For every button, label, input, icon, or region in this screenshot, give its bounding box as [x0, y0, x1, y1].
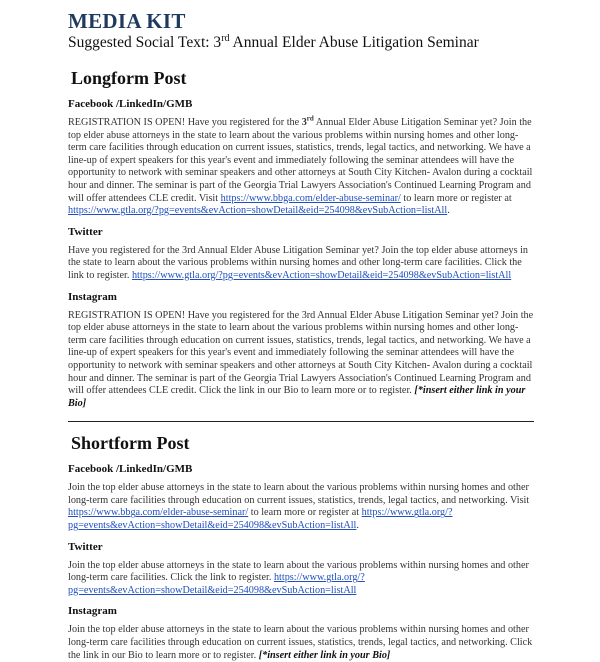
- longform-section-title: Longform Post: [71, 68, 187, 88]
- longform-instagram-text-part: REGISTRATION IS OPEN! Have you registered for the 3rd Annual Elder Abuse Litigation Seminar yet? Join the top elder abuse attorneys in the state to learn about the various problems within nursing homes and other long-term care facilities through education on current issues, statistics, trends, legal tactics, and networking. We have a line-up of expert speakers for this year's event and immediately following the seminar attendees will have the opportunity to network with seminar speakers and other attorneys at South City Kitchen- Avalon during a cocktail hour and dinner. The seminar is part of the Georgia Trial Lawyers Association's Continued Learning Program and will offer attendees CLE credit. Click the link in our Bio to learn more or to register.: [68, 309, 534, 397]
- longform-facebook-text-part: to learn more or register at: [400, 192, 512, 204]
- shortform-instagram-text-part: Join the top elder abuse attorneys in the state to learn about the various problems within nursing homes and other long-term care facilities through education on current issues, statistics, trends, legal tactics, and networking. Click the link in our Bio to learn more or to register.: [68, 624, 533, 661]
- longform-facebook-text-part: Annual Elder Abuse Litigation Seminar yet? Join the top elder abuse attorneys in the state to learn about the various problems within nursing homes and other long-term care facilities through education on current issues, statistics, trends, legal tactics, and networking. We have a line-up of expert speakers for this year's event and immediately following the seminar attendees will have the opportunity to network with seminar speakers and other attorneys at South City Kitchen- Avalon during a cocktail hour and dinner. The seminar is part of the Georgia Trial Lawyers Association's Continued Learning Program and will offer attendees CLE credit. Visit: [68, 117, 533, 204]
- shortform-instagram-text: [68, 624, 534, 662]
- subtitle-suffix: Annual Elder Abuse Litigation Seminar: [229, 34, 479, 51]
- gtla-registration-link[interactable]: https://www.gtla.org/?pg=events&evAction=showDetail&eid=254098&evSubAction=listAll: [68, 205, 448, 217]
- gtla-registration-link[interactable]: https://www.gtla.org/?pg=events&evAction=showDetail&eid=254098&evSubAction=listAll: [131, 269, 512, 281]
- shortform-facebook-text: [68, 482, 534, 532]
- shortform-facebook-text-part: .: [356, 520, 359, 532]
- bbga-seminar-link[interactable]: https://www.bbga.com/elder-abuse-seminar/: [220, 192, 401, 204]
- shortform-facebook-heading: Facebook /LinkedIn/GMB: [68, 463, 193, 476]
- shortform-section-title: Shortform Post: [71, 433, 190, 454]
- longform-twitter-heading: Twitter: [68, 225, 103, 238]
- longform-facebook-heading: Facebook /LinkedIn/GMB: [68, 98, 193, 110]
- shortform-facebook-text-part: Join the top elder abuse attorneys in the state to learn about the various problems within nursing homes and other long-term care facilities through education on current issues, statistics, trends, legal tactics, and networking. Visit: [68, 482, 530, 506]
- subtitle-prefix: Suggested Social Text: 3: [68, 34, 222, 51]
- longform-facebook-text-part: .: [447, 205, 450, 217]
- section-divider: [68, 421, 534, 422]
- shortform-twitter-text-part: Join the top elder abuse attorneys in the state to learn about the various problems within nursing homes and other long-term care facilities. Click the link to register.: [68, 559, 529, 584]
- subtitle-ordinal: rd: [221, 32, 230, 44]
- gtla-registration-link[interactable]: https://www.gtla.org/?pg=events&evAction=showDetail&eid=254098&evSubAction=listAll: [68, 507, 453, 532]
- longform-facebook-text: [68, 114, 534, 218]
- document-subtitle: [68, 33, 534, 52]
- shortform-instagram-heading: Instagram: [68, 605, 117, 618]
- longform-twitter-text: [68, 245, 534, 283]
- bbga-seminar-link[interactable]: https://www.bbga.com/elder-abuse-seminar/: [68, 507, 249, 519]
- media-kit-title: MEDIA KIT: [68, 9, 186, 33]
- longform-facebook-ordinal-number: 3: [301, 117, 307, 128]
- longform-facebook-text-part: REGISTRATION IS OPEN! Have you registered for the: [68, 117, 302, 128]
- shortform-twitter-heading: Twitter: [68, 540, 103, 553]
- longform-twitter-text-part: Have you registered for the 3rd Annual Elder Abuse Litigation Seminar yet? Join the top elder abuse attorneys in the state to learn about the various problems within nursing homes and other long-term care facilities. Click the link to register.: [68, 244, 529, 281]
- longform-instagram-heading: Instagram: [68, 290, 117, 303]
- shortform-facebook-text-part: to learn more or register at: [248, 507, 362, 519]
- bio-link-note: [*insert either link in your Bio]: [258, 649, 391, 661]
- longform-facebook-ordinal-suffix: rd: [306, 114, 314, 123]
- bio-link-note: [*insert either link in your Bio]: [68, 385, 526, 409]
- longform-instagram-text: [68, 310, 534, 411]
- shortform-twitter-text: [68, 560, 534, 598]
- gtla-registration-link[interactable]: https://www.gtla.org/?pg=events&evAction=showDetail&eid=254098&evSubAction=listAll: [68, 572, 365, 596]
